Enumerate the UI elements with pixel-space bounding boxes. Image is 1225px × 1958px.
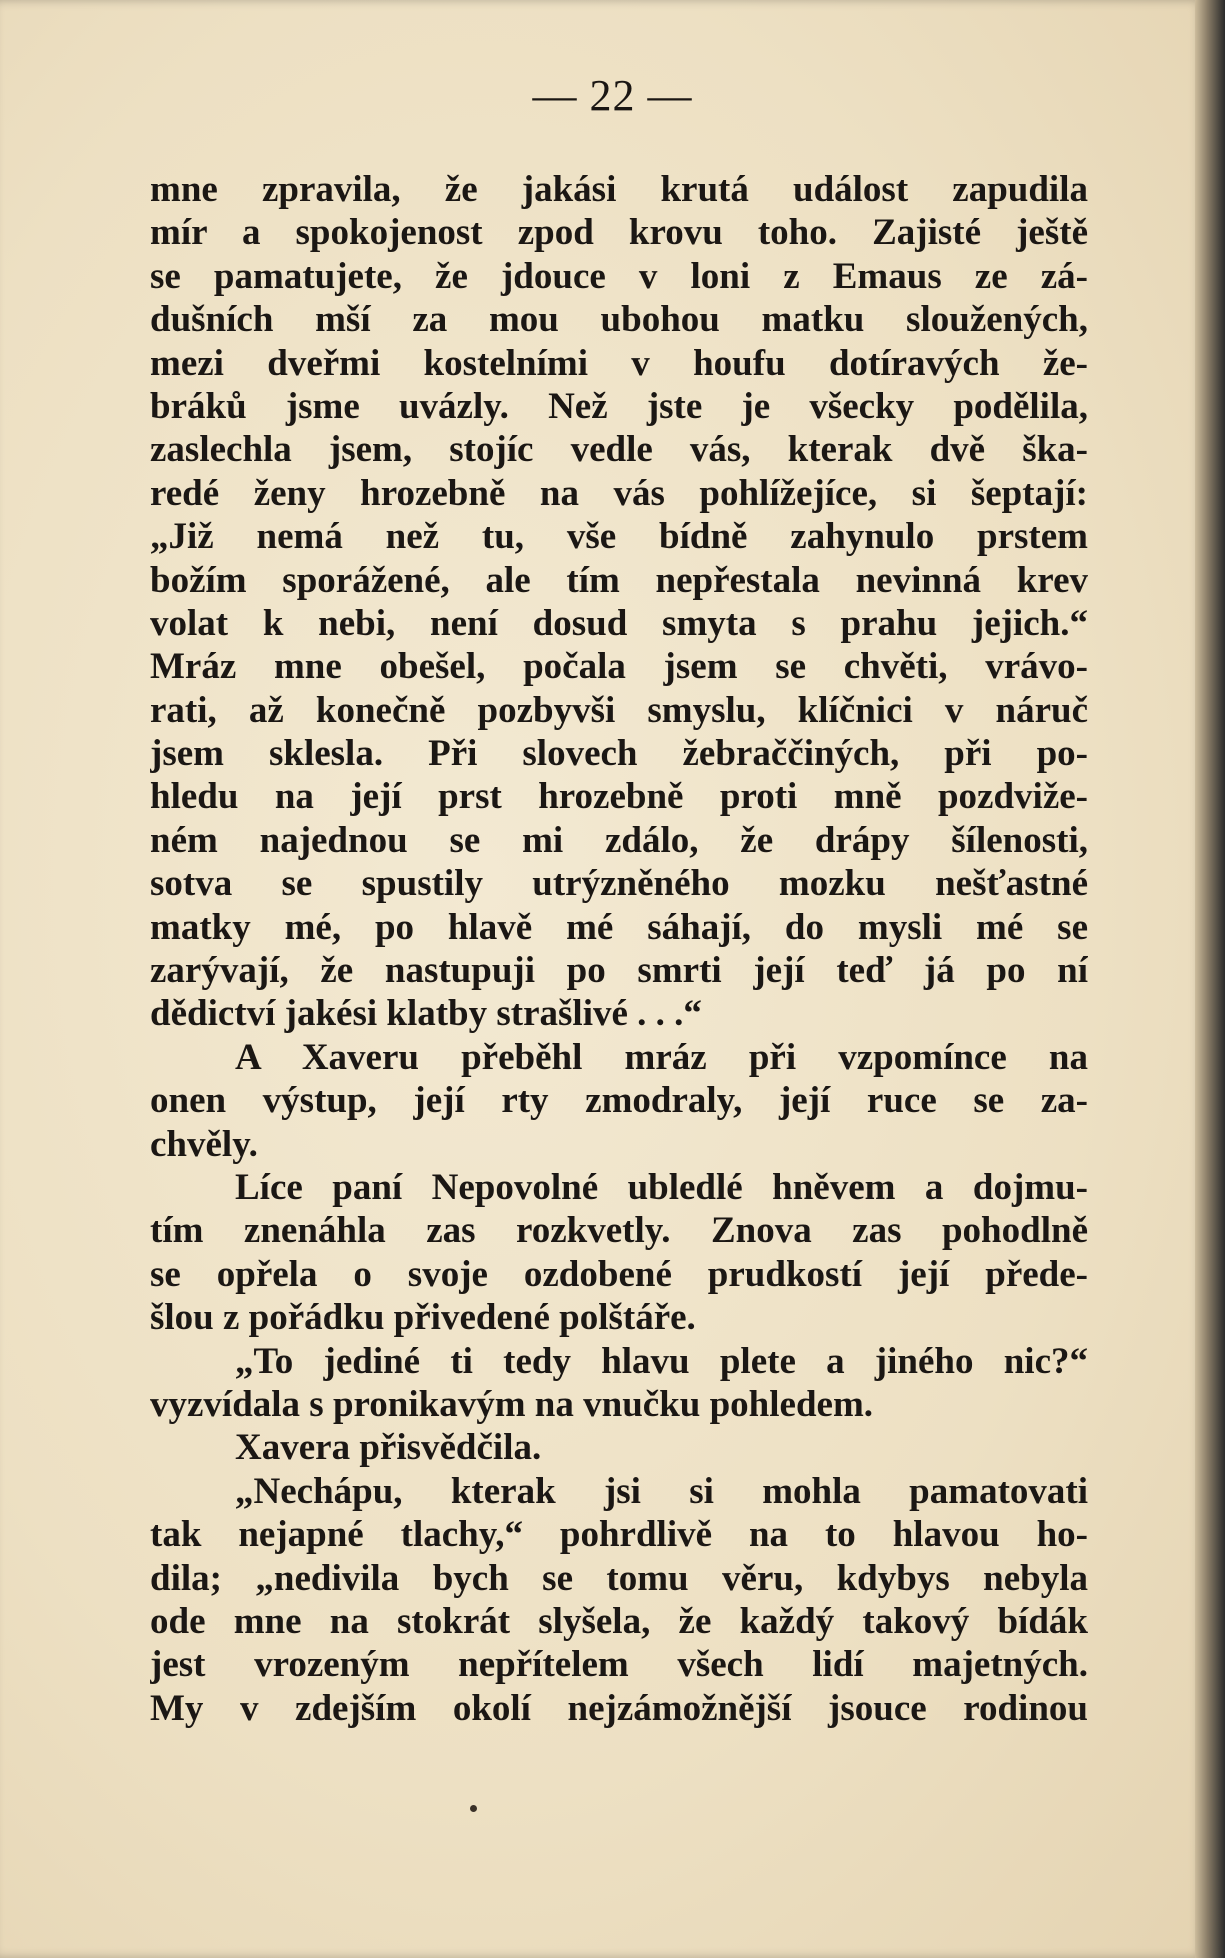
text-line: A Xaveru přeběhl mráz při vzpomínce na — [235, 1036, 1088, 1078]
text-line: „Již nemá než tu, vše bídně zahynulo prstem — [150, 516, 1088, 558]
text-line: Líce paní Nepovolné ubledlé hněvem a dojmu- — [235, 1166, 1088, 1208]
text-line: se pamatujete, že jdouce v loni z Emaus ze zá- — [150, 255, 1088, 297]
text-line: mír a spokojenost zpod krovu toho. Zajisté ještě — [150, 212, 1088, 254]
text-line: hledu na její prst hrozebně proti mně pozdviže- — [150, 776, 1088, 818]
body-text — [150, 168, 1088, 1730]
text-line: se opřela o svoje ozdobené prudkostí její přede- — [150, 1253, 1088, 1295]
text-line: dila; „nedivila bych se tomu věru, kdybys nebyla — [150, 1557, 1088, 1599]
text-line: mezi dveřmi kostelními v houfu dotíravých že- — [150, 342, 1088, 384]
text-line: volat k nebi, není dosud smyta s prahu jejich.“ — [150, 602, 1088, 644]
text-line: redé ženy hrozebně na vás pohlížejíce, si šeptají: — [150, 472, 1088, 514]
text-line: vyzvídala s pronikavým na vnučku pohledem. — [150, 1383, 874, 1425]
text-line: „To jediné ti tedy hlavu plete a jiného nic?“ — [235, 1340, 1088, 1382]
text-line: ode mne na stokrát slyšela, že každý takový bídák — [150, 1600, 1088, 1642]
text-line: dušních mší za mou ubohou matku sloužených, — [150, 299, 1088, 341]
text-line: jsem sklesla. Při slovech žebraččiných, při po- — [150, 733, 1088, 775]
text-line: onen výstup, její rty zmodraly, její ruce se za- — [150, 1080, 1088, 1122]
page-edge — [1195, 0, 1225, 1958]
text-line: sotva se spustily utrýzněného mozku nešťastné — [150, 863, 1088, 905]
text-line: chvěly. — [150, 1123, 258, 1165]
text-line: zarývají, že nastupuji po smrti její teď já po ní — [150, 950, 1088, 992]
text-line: bráků jsme uvázly. Než jste je všecky podělila, — [150, 385, 1088, 427]
text-line: tak nejapné tlachy,“ pohrdlivě na to hlavou ho- — [150, 1514, 1088, 1556]
text-line: dědictví jakési klatby strašlivé . . .“ — [150, 993, 702, 1035]
page-number: — 22 — — [532, 71, 693, 120]
text-line: matky mé, po hlavě mé sáhají, do mysli mé se — [150, 906, 1088, 948]
text-line: božím sporážené, ale tím nepřestala nevinná krev — [150, 559, 1088, 601]
text-line: mne zpravila, že jakási krutá událost zapudila — [150, 169, 1088, 210]
text-line: Mráz mne obešel, počala jsem se chvěti, vrávo- — [150, 646, 1088, 688]
text-line: zaslechla jsem, stojíc vedle vás, kterak dvě ška- — [150, 429, 1088, 471]
text-line: Xavera přisvědčila. — [235, 1427, 542, 1469]
text-line: rati, až konečně pozbyvši smyslu, klíčnici v náruč — [150, 689, 1088, 731]
text-line: jest vrozeným nepřítelem všech lidí majetných. — [150, 1644, 1088, 1686]
text-line: šlou z pořádku přivedené polštáře. — [150, 1297, 696, 1339]
text-line: My v zdejším okolí nejzámožnější jsouce rodinou — [150, 1687, 1088, 1729]
text-line: ném najednou se mi zdálo, že drápy šílenosti, — [150, 819, 1088, 861]
text-line: tím znenáhla zas rozkvetly. Znova zas pohodlně — [150, 1210, 1088, 1252]
print-speck — [470, 1805, 477, 1812]
text-line: „Nechápu, kterak jsi si mohla pamatovati — [235, 1470, 1088, 1512]
